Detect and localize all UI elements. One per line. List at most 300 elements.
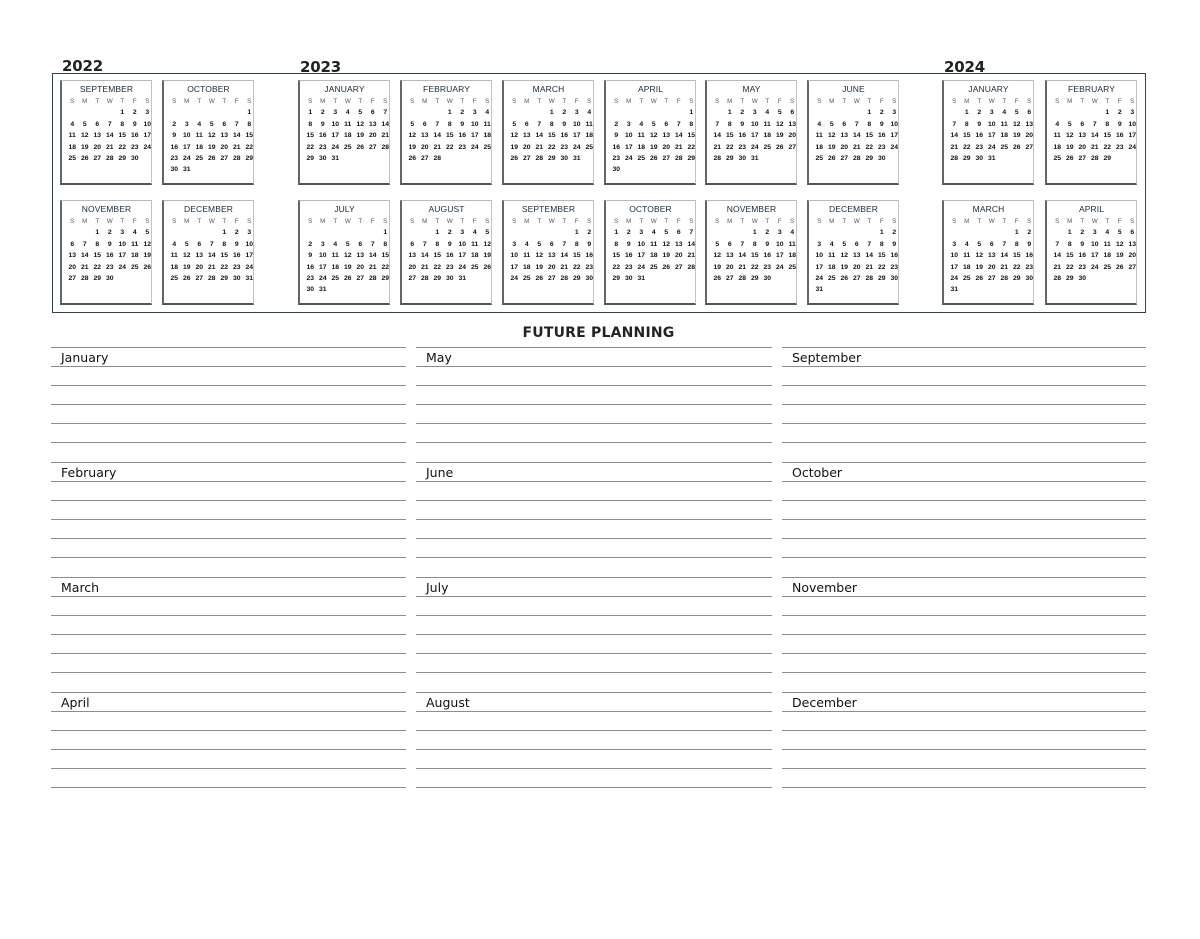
day-cell: 9 — [308, 252, 313, 260]
day-cell: 22 — [1103, 143, 1112, 151]
day-grid — [813, 96, 898, 164]
writing-line[interactable] — [416, 787, 772, 788]
month-title: JANUARY — [968, 84, 1009, 94]
day-cell: 3 — [333, 109, 338, 117]
day-cell: 17 — [318, 263, 327, 271]
day-cell: 6 — [727, 240, 732, 248]
day-cell: 4 — [587, 109, 592, 117]
writing-line[interactable] — [51, 557, 406, 558]
writing-line[interactable] — [782, 672, 1146, 673]
weekday-header: M — [964, 98, 970, 105]
day-cell: 16 — [877, 132, 886, 140]
writing-line[interactable] — [51, 442, 406, 443]
day-blank — [168, 227, 181, 238]
day-cell: 24 — [775, 263, 784, 271]
day-cell: 26 — [80, 154, 89, 162]
day-cell: 21 — [950, 143, 959, 151]
writing-line[interactable] — [416, 577, 772, 578]
weekday-header: F — [574, 98, 579, 105]
day-cell: 25 — [1053, 154, 1062, 162]
month-september-2022 — [60, 80, 152, 185]
writing-line[interactable] — [782, 730, 1146, 731]
writing-line[interactable] — [416, 749, 772, 750]
month-january-2024 — [942, 80, 1034, 185]
weekday-header: S — [512, 218, 517, 225]
writing-line[interactable] — [51, 653, 406, 654]
day-grid — [406, 216, 491, 284]
weekday-header: S — [485, 98, 490, 105]
day-cell: 2 — [172, 120, 177, 128]
day-grid — [948, 96, 1033, 164]
writing-line[interactable] — [782, 634, 1146, 635]
weekday-header: F — [370, 218, 375, 225]
day-cell: 25 — [483, 143, 492, 151]
weekday-header: W — [446, 98, 453, 105]
day-blank — [724, 227, 737, 238]
day-cell: 28 — [207, 274, 216, 282]
day-cell: 17 — [775, 252, 784, 260]
day-cell: 5 — [345, 240, 350, 248]
day-cell: 3 — [952, 240, 957, 248]
day-cell: 17 — [143, 132, 152, 140]
day-cell: 1 — [120, 109, 125, 117]
day-cell: 3 — [639, 229, 644, 237]
day-cell: 18 — [170, 263, 179, 271]
day-cell: 1 — [867, 109, 872, 117]
day-cell: 14 — [80, 252, 89, 260]
weekday-header: T — [765, 98, 770, 105]
day-cell: 12 — [483, 240, 492, 248]
day-cell: 30 — [763, 274, 772, 282]
writing-line[interactable] — [782, 423, 1146, 424]
writing-line[interactable] — [416, 538, 772, 539]
writing-line[interactable] — [416, 519, 772, 520]
day-cell: 6 — [790, 109, 795, 117]
day-cell: 20 — [840, 143, 849, 151]
writing-line[interactable] — [782, 711, 1146, 712]
day-cell: 3 — [752, 109, 757, 117]
writing-line[interactable] — [416, 347, 772, 348]
day-cell: 26 — [840, 274, 849, 282]
day-cell: 15 — [220, 252, 229, 260]
day-cell: 9 — [587, 240, 592, 248]
writing-line[interactable] — [416, 711, 772, 712]
writing-line[interactable] — [51, 423, 406, 424]
day-cell: 27 — [68, 274, 77, 282]
day-cell: 31 — [987, 154, 996, 162]
day-cell: 18 — [1103, 252, 1112, 260]
day-cell: 19 — [713, 263, 722, 271]
weekday-header: T — [1002, 218, 1007, 225]
day-cell: 3 — [626, 120, 631, 128]
writing-line[interactable] — [416, 768, 772, 769]
day-cell: 23 — [1078, 263, 1087, 271]
writing-line[interactable] — [51, 481, 406, 482]
day-cell: 5 — [715, 240, 720, 248]
day-cell: 26 — [408, 154, 417, 162]
day-cell: 24 — [637, 263, 646, 271]
day-cell: 16 — [763, 252, 772, 260]
writing-line[interactable] — [782, 481, 1146, 482]
writing-line[interactable] — [782, 366, 1146, 367]
day-cell: 17 — [815, 263, 824, 271]
writing-line[interactable] — [51, 787, 406, 788]
day-cell: 10 — [1128, 120, 1137, 128]
weekday-header: T — [664, 218, 669, 225]
day-cell: 3 — [1130, 109, 1135, 117]
day-cell: 2 — [107, 229, 112, 237]
day-cell: 20 — [852, 263, 861, 271]
day-cell: 16 — [232, 252, 241, 260]
day-cell: 11 — [788, 240, 796, 248]
day-cell: 30 — [877, 154, 886, 162]
day-cell: 8 — [222, 240, 227, 248]
day-cell: 30 — [612, 166, 621, 174]
day-cell: 20 — [420, 143, 429, 151]
writing-line[interactable] — [51, 749, 406, 750]
day-cell: 10 — [572, 120, 581, 128]
day-cell: 12 — [775, 120, 784, 128]
writing-line[interactable] — [51, 462, 406, 463]
day-cell: 22 — [433, 263, 442, 271]
day-cell: 28 — [105, 154, 114, 162]
weekday-header: M — [1067, 98, 1073, 105]
day-cell: 25 — [1000, 143, 1009, 151]
day-cell: 8 — [435, 240, 440, 248]
writing-line[interactable] — [51, 347, 406, 348]
day-blank — [660, 107, 673, 118]
day-blank — [304, 227, 317, 238]
day-grid — [406, 96, 491, 164]
day-cell: 11 — [344, 120, 352, 128]
day-cell: 11 — [828, 252, 836, 260]
writing-line[interactable] — [416, 500, 772, 501]
day-blank — [948, 227, 961, 238]
day-cell: 16 — [1115, 132, 1124, 140]
month-title: MAY — [742, 84, 761, 94]
day-cell: 10 — [318, 252, 327, 260]
day-cell: 5 — [1067, 120, 1072, 128]
day-cell: 9 — [172, 132, 177, 140]
day-cell: 22 — [1065, 263, 1074, 271]
day-cell: 5 — [485, 229, 490, 237]
weekday-header: W — [344, 218, 351, 225]
writing-line[interactable] — [51, 768, 406, 769]
writing-line[interactable] — [51, 519, 406, 520]
writing-line[interactable] — [782, 615, 1146, 616]
day-cell: 10 — [987, 120, 996, 128]
day-cell: 27 — [356, 274, 365, 282]
day-cell: 25 — [470, 263, 479, 271]
day-cell: 19 — [1065, 143, 1074, 151]
writing-line[interactable] — [51, 385, 406, 386]
day-cell: 11 — [1053, 132, 1061, 140]
day-cell: 13 — [788, 120, 797, 128]
weekday-header: T — [333, 98, 338, 105]
day-cell: 20 — [1128, 252, 1137, 260]
writing-line[interactable] — [782, 500, 1146, 501]
day-cell: 9 — [234, 240, 239, 248]
day-cell: 15 — [445, 132, 454, 140]
day-cell: 22 — [687, 143, 696, 151]
day-cell: 30 — [1025, 274, 1034, 282]
day-cell: 29 — [220, 274, 229, 282]
day-cell: 4 — [1055, 120, 1060, 128]
day-cell: 14 — [674, 132, 683, 140]
day-cell: 6 — [676, 229, 681, 237]
day-cell: 19 — [80, 143, 89, 151]
month-august-2023 — [400, 200, 492, 305]
weekday-header: S — [512, 98, 517, 105]
day-cell: 28 — [80, 274, 89, 282]
writing-line[interactable] — [416, 557, 772, 558]
day-cell: 25 — [585, 143, 594, 151]
weekday-header: T — [435, 218, 440, 225]
month-title: MARCH — [532, 84, 565, 94]
day-cell: 20 — [356, 263, 365, 271]
day-cell: 3 — [320, 240, 325, 248]
day-cell: 24 — [987, 143, 996, 151]
day-cell: 28 — [232, 154, 241, 162]
writing-line[interactable] — [416, 462, 772, 463]
day-cell: 12 — [207, 132, 216, 140]
day-cell: 19 — [775, 132, 784, 140]
writing-line[interactable] — [416, 366, 772, 367]
weekday-header: F — [370, 98, 375, 105]
writing-line[interactable] — [782, 577, 1146, 578]
day-cell: 7 — [740, 240, 745, 248]
writing-line[interactable] — [416, 634, 772, 635]
weekday-header: T — [664, 98, 669, 105]
writing-line[interactable] — [782, 442, 1146, 443]
day-cell: 16 — [612, 143, 621, 151]
planning-may — [416, 347, 772, 462]
planning-august — [416, 692, 772, 807]
day-cell: 12 — [649, 132, 658, 140]
day-cell: 18 — [195, 143, 204, 151]
day-cell: 7 — [1092, 120, 1097, 128]
day-cell: 10 — [143, 120, 152, 128]
weekday-header: T — [333, 218, 338, 225]
writing-line[interactable] — [51, 692, 406, 693]
day-cell: 9 — [1080, 240, 1085, 248]
writing-line[interactable] — [51, 711, 406, 712]
writing-line[interactable] — [782, 768, 1146, 769]
day-cell: 5 — [82, 120, 87, 128]
day-cell: 6 — [1027, 109, 1032, 117]
day-cell: 1 — [689, 109, 694, 117]
weekday-header: T — [867, 218, 872, 225]
weekday-header: T — [197, 218, 202, 225]
writing-line[interactable] — [51, 500, 406, 501]
writing-line[interactable] — [416, 423, 772, 424]
writing-line[interactable] — [416, 481, 772, 482]
weekday-header: W — [208, 218, 215, 225]
day-cell: 12 — [143, 240, 152, 248]
writing-line[interactable] — [51, 596, 406, 597]
weekday-header: S — [308, 218, 313, 225]
day-cell: 18 — [331, 263, 340, 271]
weekday-header: S — [689, 218, 694, 225]
writing-line[interactable] — [782, 385, 1146, 386]
day-cell: 20 — [1025, 132, 1034, 140]
writing-line[interactable] — [416, 615, 772, 616]
writing-line[interactable] — [51, 730, 406, 731]
day-cell: 18 — [343, 132, 352, 140]
writing-line[interactable] — [51, 634, 406, 635]
day-cell: 6 — [358, 240, 363, 248]
writing-line[interactable] — [782, 692, 1146, 693]
day-cell: 19 — [975, 263, 984, 271]
day-cell: 20 — [68, 263, 77, 271]
weekday-header: M — [829, 98, 835, 105]
day-cell: 30 — [1078, 274, 1087, 282]
day-cell: 1 — [1014, 229, 1019, 237]
day-cell: 30 — [624, 274, 633, 282]
weekday-header: S — [614, 218, 619, 225]
writing-line[interactable] — [416, 596, 772, 597]
day-blank — [851, 227, 864, 238]
writing-line[interactable] — [416, 442, 772, 443]
day-cell: 26 — [1115, 263, 1124, 271]
day-cell: 14 — [232, 132, 241, 140]
day-cell: 13 — [674, 240, 683, 248]
writing-line[interactable] — [782, 404, 1146, 405]
day-cell: 5 — [512, 120, 517, 128]
writing-line[interactable] — [416, 692, 772, 693]
day-cell: 19 — [356, 132, 365, 140]
day-cell: 24 — [510, 274, 519, 282]
day-cell: 28 — [1000, 274, 1009, 282]
weekday-header: W — [1091, 98, 1098, 105]
day-cell: 27 — [420, 154, 429, 162]
writing-line[interactable] — [782, 519, 1146, 520]
writing-line[interactable] — [782, 596, 1146, 597]
day-cell: 16 — [560, 132, 569, 140]
day-cell: 24 — [118, 263, 127, 271]
day-cell: 14 — [207, 252, 216, 260]
writing-line[interactable] — [782, 787, 1146, 788]
writing-line[interactable] — [782, 462, 1146, 463]
planning-column — [51, 347, 406, 807]
weekday-header: F — [132, 98, 137, 105]
day-cell: 4 — [964, 240, 969, 248]
day-cell: 17 — [470, 132, 479, 140]
weekday-header: S — [790, 98, 795, 105]
day-cell: 29 — [865, 154, 874, 162]
month-title: MARCH — [972, 204, 1005, 214]
day-cell: 8 — [120, 120, 125, 128]
writing-line[interactable] — [416, 730, 772, 731]
month-september-2023 — [502, 200, 594, 305]
day-cell: 18 — [68, 143, 77, 151]
day-cell: 29 — [547, 154, 556, 162]
day-cell: 2 — [1080, 229, 1085, 237]
day-cell: 27 — [840, 154, 849, 162]
writing-line[interactable] — [782, 653, 1146, 654]
day-cell: 4 — [790, 229, 795, 237]
planning-january — [51, 347, 406, 462]
writing-line[interactable] — [782, 347, 1146, 348]
weekday-header: T — [358, 98, 363, 105]
weekday-header: T — [765, 218, 770, 225]
day-cell: 17 — [510, 263, 519, 271]
writing-line[interactable] — [416, 385, 772, 386]
writing-line[interactable] — [416, 672, 772, 673]
day-cell: 10 — [637, 240, 646, 248]
day-cell: 23 — [585, 263, 594, 271]
day-cell: 12 — [1115, 240, 1124, 248]
day-cell: 11 — [68, 132, 76, 140]
writing-line[interactable] — [51, 615, 406, 616]
writing-line[interactable] — [416, 404, 772, 405]
writing-line[interactable] — [51, 404, 406, 405]
day-cell: 22 — [1012, 263, 1021, 271]
day-cell: 19 — [207, 143, 216, 151]
day-cell: 10 — [331, 120, 340, 128]
month-october-2022 — [162, 80, 254, 185]
writing-line[interactable] — [416, 653, 772, 654]
day-cell: 4 — [829, 240, 834, 248]
weekday-header: F — [1117, 218, 1122, 225]
day-cell: 16 — [738, 132, 747, 140]
day-cell: 13 — [420, 132, 429, 140]
day-cell: 21 — [368, 263, 377, 271]
weekday-header: T — [537, 98, 542, 105]
writing-line[interactable] — [51, 672, 406, 673]
weekday-header: F — [676, 98, 681, 105]
weekday-header: S — [1055, 218, 1060, 225]
writing-line[interactable] — [51, 366, 406, 367]
day-cell: 17 — [1090, 252, 1099, 260]
planning-april — [51, 692, 406, 807]
month-title: SEPTEMBER — [521, 204, 576, 214]
planning-november — [782, 577, 1146, 692]
day-cell: 23 — [318, 143, 327, 151]
day-blank — [1089, 107, 1102, 118]
day-cell: 6 — [1080, 120, 1085, 128]
weekday-header: W — [853, 98, 860, 105]
writing-line[interactable] — [782, 538, 1146, 539]
weekday-header: W — [106, 98, 113, 105]
writing-line[interactable] — [782, 557, 1146, 558]
month-title: DECEMBER — [829, 204, 878, 214]
day-cell: 12 — [1065, 132, 1074, 140]
day-cell: 27 — [1025, 143, 1034, 151]
day-cell: 21 — [420, 263, 429, 271]
day-cell: 15 — [612, 252, 621, 260]
writing-line[interactable] — [51, 577, 406, 578]
day-blank — [91, 107, 104, 118]
day-cell: 6 — [989, 240, 994, 248]
weekday-header: S — [145, 98, 150, 105]
writing-line[interactable] — [782, 749, 1146, 750]
day-cell: 8 — [1067, 240, 1072, 248]
day-cell: 29 — [1012, 274, 1021, 282]
day-cell: 25 — [331, 274, 340, 282]
weekday-header: S — [70, 218, 75, 225]
weekday-header: F — [1117, 98, 1122, 105]
day-cell: 4 — [132, 229, 137, 237]
weekday-header: S — [172, 98, 177, 105]
day-cell: 18 — [788, 252, 797, 260]
planning-month-label: December — [792, 695, 857, 710]
day-cell: 17 — [637, 252, 646, 260]
day-blank — [521, 107, 534, 118]
writing-line[interactable] — [51, 538, 406, 539]
day-cell: 22 — [725, 143, 734, 151]
weekday-header: T — [740, 218, 745, 225]
